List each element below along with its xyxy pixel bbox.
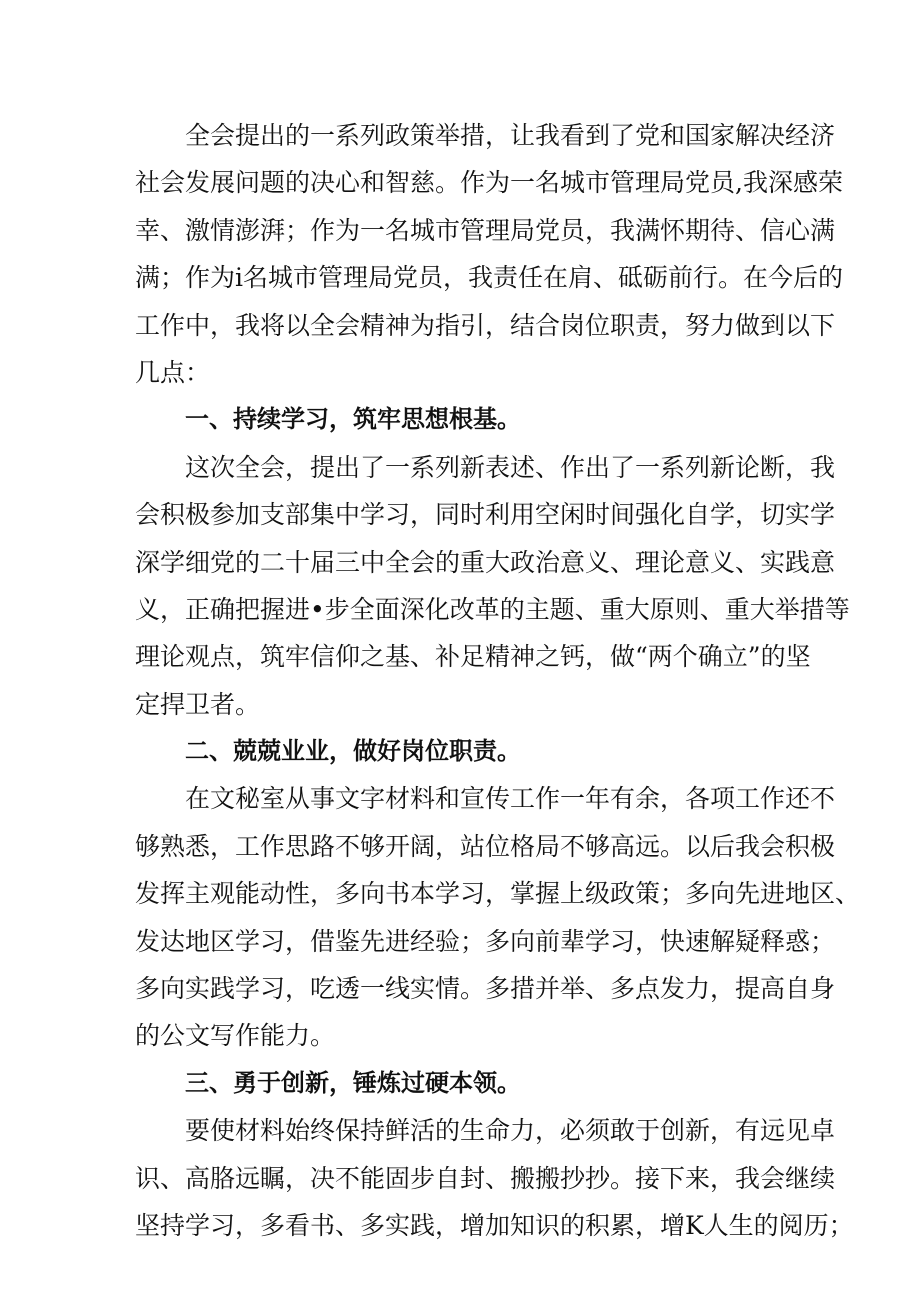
paragraph-line: 满；作为i名城市管理局党员，我责任在肩、砥砺前行。在今后的 bbox=[135, 263, 843, 293]
paragraph-line: 够熟悉，工作思路不够开阔，站位格局不够高远。以后我会积极 bbox=[135, 831, 836, 861]
paragraph-intro bbox=[135, 112, 843, 396]
section-heading-3: 三、勇于创新，锤炼过硬本领。 bbox=[185, 1068, 521, 1097]
paragraph-line: 在文秘室从事文字材料和宣传工作一年有余，各项工作还不 bbox=[185, 784, 836, 814]
paragraph-line: 这次全会，提出了一系列新表述、作出了一系列新论断，我 bbox=[185, 452, 836, 482]
section-heading-1: 一、持续学习，筑牢思想根基。 bbox=[185, 405, 521, 434]
paragraph-line: 理论观点，筑牢信仰之基、补足精神之钙，做“两个确立”的坚 bbox=[135, 642, 811, 672]
paragraph-section-3 bbox=[135, 1107, 854, 1249]
paragraph-line: 深学细党的二十届三中全会的重大政治意义、理论意义、实践意 bbox=[135, 547, 836, 577]
paragraph-line: 社会发展问题的决心和智慈。作为一名城市管理局党员,我深感荣 bbox=[135, 168, 843, 198]
paragraph-section-2 bbox=[135, 775, 861, 1059]
paragraph-line: 发达地区学习，借鉴先进经验；多向前辈学习，快速解疑释惑； bbox=[135, 926, 836, 956]
paragraph-line: 坚持学习，多看书、多实践，增加知识的积累，增K人生的阅历； bbox=[135, 1210, 854, 1240]
paragraph-line: 发挥主观能动性，多向书本学习，掌握上级政策；多向先进地区、 bbox=[135, 879, 861, 909]
paragraph-section-1 bbox=[135, 444, 850, 728]
paragraph-line: 定捍卫者。 bbox=[135, 689, 261, 719]
paragraph-line: 识、高胳远瞩，决不能固步自封、搬搬抄抄。接下来，我会继续 bbox=[135, 1163, 836, 1193]
section-heading-2: 二、兢兢业业，做好岗位职责。 bbox=[185, 737, 521, 766]
paragraph-line: 义，正确把握进•步全面深化改革的主题、重大原则、重大举措等 bbox=[135, 594, 850, 624]
paragraph-line: 会积极参加支部集中学习，同时利用空闲时间强化自学，切实学 bbox=[135, 500, 836, 530]
paragraph-line: 要使材料始终保持鲜活的生命力，必须敢于创新，有远见卓 bbox=[185, 1116, 836, 1146]
paragraph-line: 工作中，我将以全会精神为指引，结合岗位职责，努力做到以下 bbox=[135, 310, 836, 340]
paragraph-line: 的公文写作能力。 bbox=[135, 1021, 336, 1051]
document-body bbox=[135, 112, 861, 1249]
paragraph-line: 几点： bbox=[135, 357, 211, 387]
paragraph-line: 全会提出的一系列政策举措，让我看到了党和国家解决经济 bbox=[185, 121, 836, 150]
paragraph-line: 幸、激情澎湃；作为一名城市管理局党员，我满怀期待、信心满 bbox=[135, 215, 836, 245]
paragraph-line: 多向实践学习，吃透一线实情。多措并举、多点发力，提高自身 bbox=[135, 974, 836, 1004]
